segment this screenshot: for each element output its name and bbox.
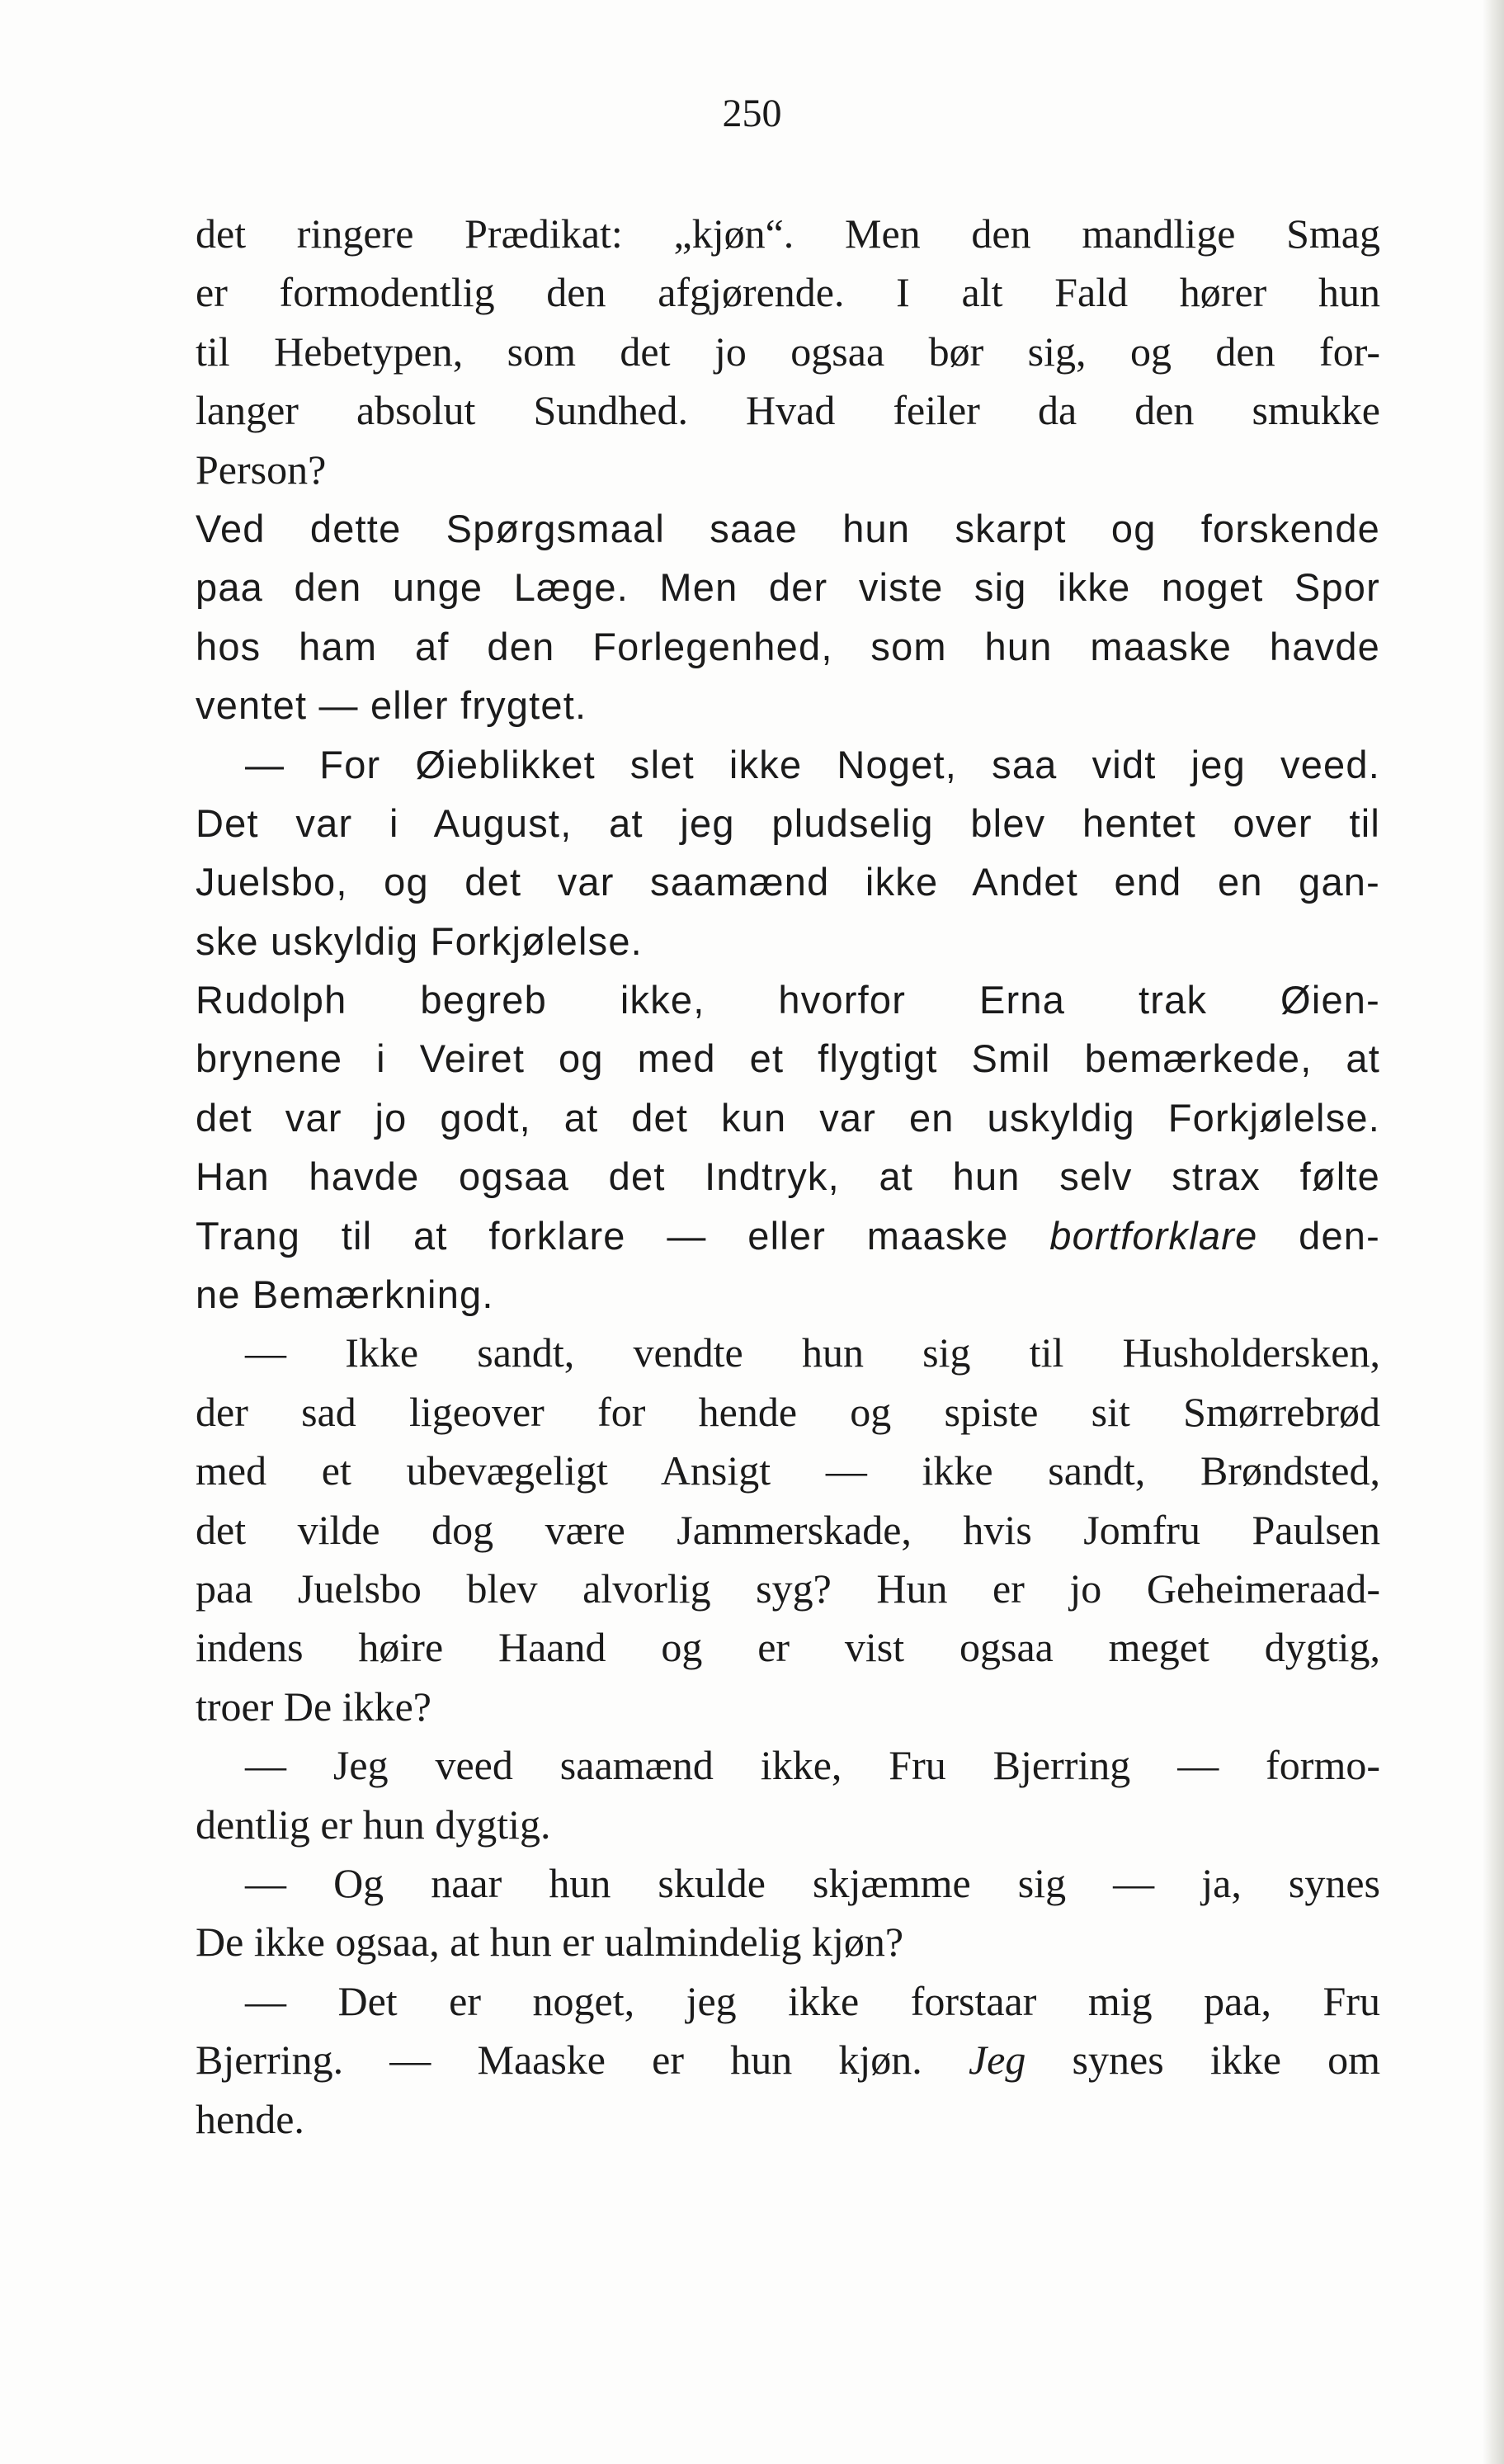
text-line: — Og naar hun skulde skjæmme sig — ja, synes [245,1859,1380,1906]
text-line: — Ikke sandt, vendte hun sig til Husholdersken, [245,1329,1380,1376]
text-line: Trang til at forklare — eller maaske bortforklare den- [196,1213,1380,1258]
body-text [196,205,1380,2149]
emphasis: bortforklare [1049,1213,1258,1258]
text-line: indens høire Haand og er vist ogsaa meget dygtig, [196,1624,1380,1671]
text-line: — Det er noget, jeg ikke forstaar mig paa, Fru [245,1977,1380,2024]
text-line: ske uskyldig Forkjølelse. [196,918,643,963]
text-line: det vilde dog være Jammerskade, hvis Jomfru Paulsen [196,1506,1380,1553]
text-line: hende. [196,2095,304,2142]
emphasis: Jeg [968,2037,1026,2084]
text-line: Han havde ogsaa det Indtryk, at hun selv strax følte [196,1154,1380,1199]
text-line: Juelsbo, og det var saamænd ikke Andet end en gan- [196,860,1380,904]
text-line: Det var i August, at jeg pludselig blev hentet over til [196,800,1380,845]
text-line: med et ubevægeligt Ansigt — ikke sandt, Brøndsted, [196,1447,1380,1494]
text-line: paa den unge Læge. Men der viste sig ikke noget Spor [196,565,1380,610]
text-line: De ikke ogsaa, at hun er ualmindelig kjøn? [196,1919,904,1966]
text-line: Rudolph begreb ikke, hvorfor Erna trak Øien- [196,978,1380,1022]
text-line: det var jo godt, at det kun var en uskyldig Forkjølelse. [196,1095,1380,1140]
text-line: brynene i Veiret og med et flygtigt Smil bemærkede, at [196,1036,1380,1081]
text-line: — For Øieblikket slet ikke Noget, saa vidt jeg veed. [245,742,1380,786]
text-line: Ved dette Spørgsmaal saae hun skarpt og forskende [196,506,1380,550]
text-line: dentlig er hun dygtig. [196,1801,551,1848]
text-line: paa Juelsbo blev alvorlig syg? Hun er jo Geheimeraad- [196,1565,1380,1612]
text-line: det ringere Prædikat: „kjøn“. Men den mandlige Smag [196,210,1380,257]
text-line: troer De ikke? [196,1683,431,1730]
text-line: der sad ligeover for hende og spiste sit Smørrebrød [196,1388,1380,1435]
text-line: Person? [196,446,327,493]
text-line: Bjerring. — Maaske er hun kjøn. Jeg synes ikke om [196,2037,1380,2084]
text-line: langer absolut Sundhed. Hvad feiler da den smukke [196,387,1380,434]
page-edge-shadow [1483,0,1504,2464]
text-line: ne Bemærkning. [196,1272,494,1317]
text-line: ventet — eller frygtet. [196,683,587,728]
text-line: hos ham af den Forlegenhed, som hun maaske havde [196,624,1380,668]
text-line: — Jeg veed saamænd ikke, Fru Bjerring — formo- [245,1742,1380,1789]
page-number: 250 [722,92,782,135]
text-line: er formodentlig den afgjørende. I alt Fald hører hun [196,269,1380,316]
text-line: til Hebetypen, som det jo ogsaa bør sig, og den for- [196,328,1380,375]
